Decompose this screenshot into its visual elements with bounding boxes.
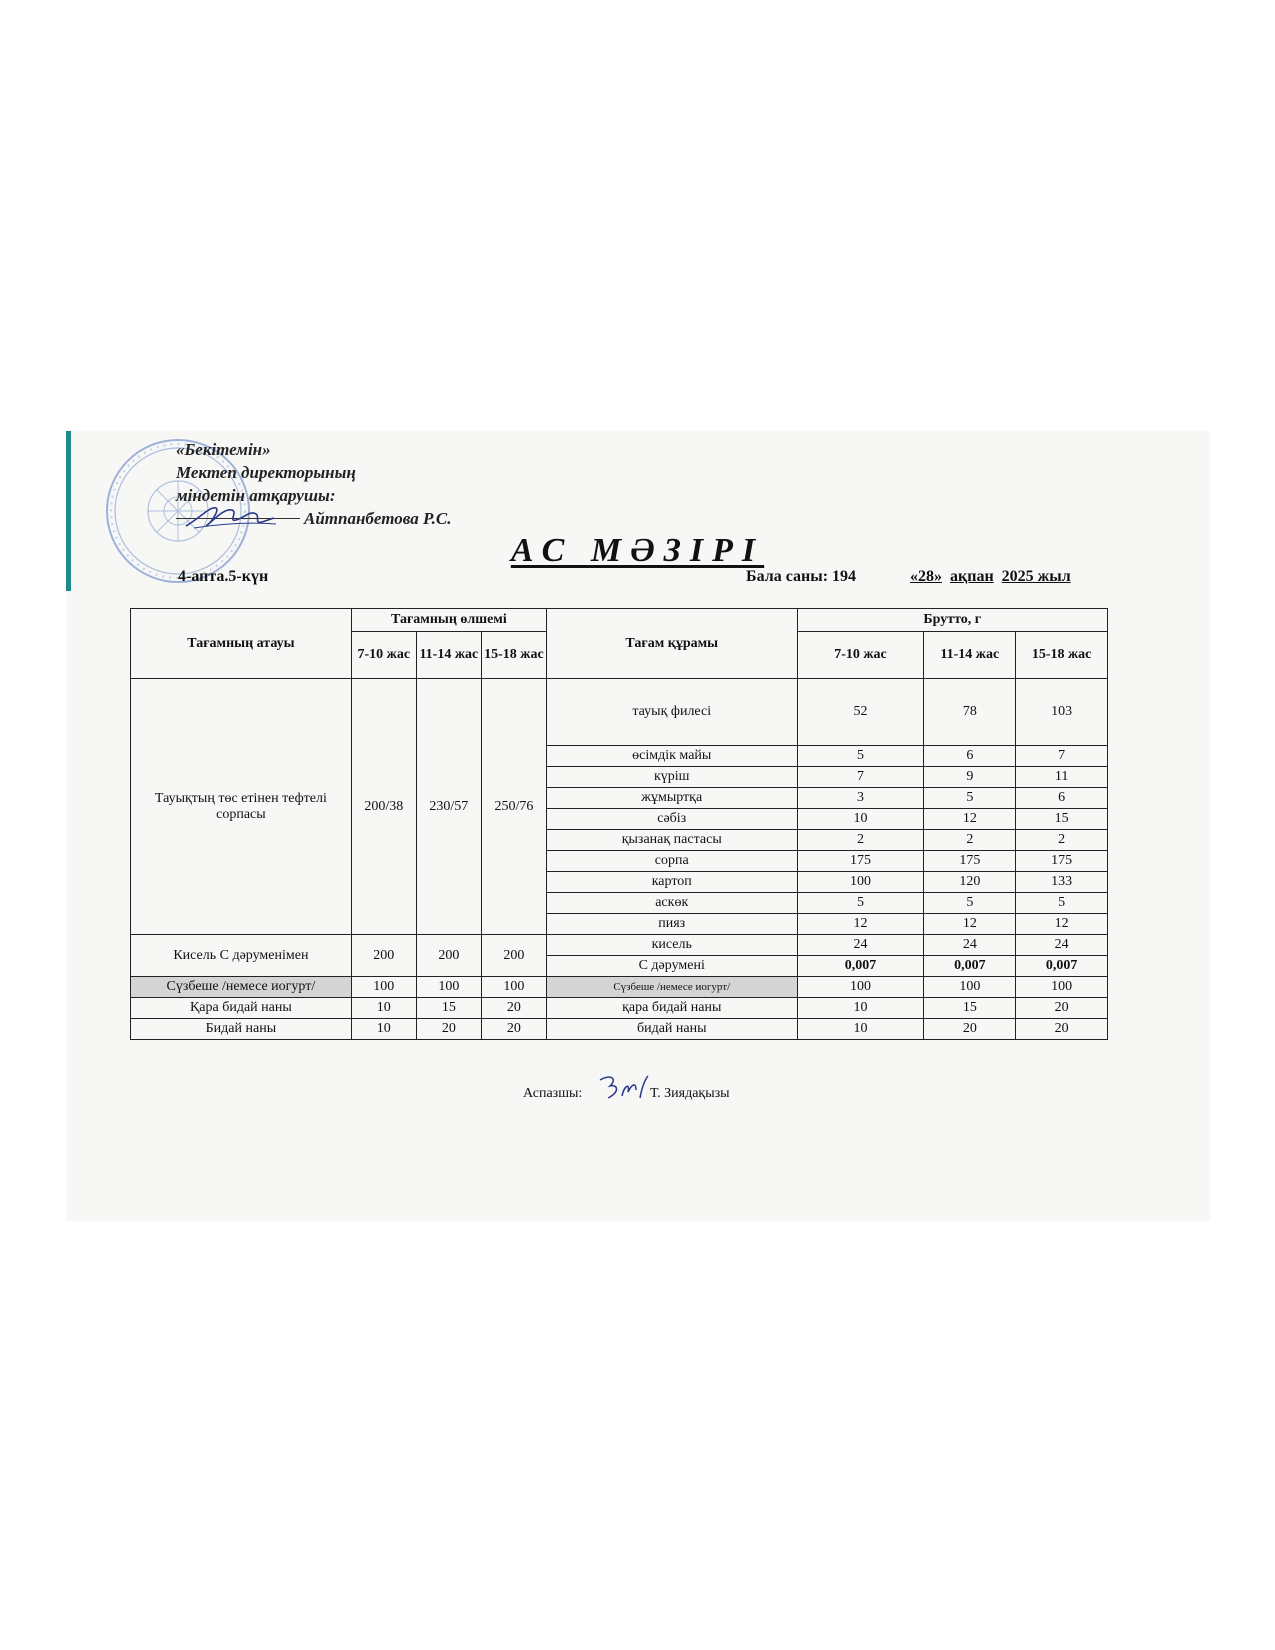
portion-size: 230/57 bbox=[416, 679, 481, 935]
document-date bbox=[910, 568, 1071, 586]
brutto-value: 2 bbox=[797, 830, 924, 851]
ingredient-name: тауық филесі bbox=[546, 679, 797, 746]
brutto-value: 103 bbox=[1016, 679, 1108, 746]
brutto-value: 20 bbox=[1016, 998, 1108, 1019]
brutto-value: 2 bbox=[924, 830, 1016, 851]
header-portion-age: 7-10 жас bbox=[351, 632, 416, 679]
brutto-value: 11 bbox=[1016, 767, 1108, 788]
ingredient-name: өсімдік майы bbox=[546, 746, 797, 767]
approval-line-1: «Бекітемін» bbox=[176, 440, 271, 459]
date-month: ақпан bbox=[950, 568, 994, 585]
header-brutto-age: 7-10 жас bbox=[797, 632, 924, 679]
ingredient-name: жұмыртқа bbox=[546, 788, 797, 809]
brutto-value: 0,007 bbox=[1016, 956, 1108, 977]
header-portion-age: 11-14 жас bbox=[416, 632, 481, 679]
brutto-value: 12 bbox=[797, 914, 924, 935]
document-title-wrap bbox=[0, 532, 1275, 570]
portion-size: 20 bbox=[481, 1019, 546, 1040]
approval-line-2: Мектеп директорының bbox=[176, 463, 356, 482]
week-day: 4-апта.5-күн bbox=[178, 568, 269, 585]
ingredient-name: С дәрумені bbox=[546, 956, 797, 977]
table-row bbox=[131, 998, 1108, 1019]
cook-name: Т. Зиядақызы bbox=[650, 1086, 730, 1101]
cook-label: Аспазшы: bbox=[523, 1086, 583, 1101]
ingredient-name: пияз bbox=[546, 914, 797, 935]
brutto-value: 5 bbox=[924, 788, 1016, 809]
brutto-value: 52 bbox=[797, 679, 924, 746]
dish-name: Сүзбеше /немесе иогурт/ bbox=[131, 977, 352, 998]
header-brutto: Брутто, г bbox=[797, 609, 1107, 632]
dish-name: Қара бидай наны bbox=[131, 998, 352, 1019]
portion-size: 20 bbox=[416, 1019, 481, 1040]
brutto-value: 78 bbox=[924, 679, 1016, 746]
brutto-value: 0,007 bbox=[924, 956, 1016, 977]
ingredient-name: бидай наны bbox=[546, 1019, 797, 1040]
ingredient-name: сәбіз bbox=[546, 809, 797, 830]
table-row bbox=[131, 1019, 1108, 1040]
brutto-value: 15 bbox=[924, 998, 1016, 1019]
portion-size: 200 bbox=[416, 935, 481, 977]
portion-size: 15 bbox=[416, 998, 481, 1019]
document-title: АС МӘЗІРІ bbox=[510, 532, 765, 569]
brutto-value: 5 bbox=[924, 893, 1016, 914]
brutto-value: 2 bbox=[1016, 830, 1108, 851]
brutto-value: 0,007 bbox=[797, 956, 924, 977]
ingredient-name: картоп bbox=[546, 872, 797, 893]
brutto-value: 7 bbox=[797, 767, 924, 788]
approver-name: Айтпанбетова Р.С. bbox=[304, 509, 452, 528]
brutto-value: 100 bbox=[797, 977, 924, 998]
brutto-value: 5 bbox=[797, 893, 924, 914]
brutto-value: 133 bbox=[1016, 872, 1108, 893]
brutto-value: 5 bbox=[1016, 893, 1108, 914]
ingredient-name: аскөк bbox=[546, 893, 797, 914]
brutto-value: 5 bbox=[797, 746, 924, 767]
portion-size: 100 bbox=[481, 977, 546, 998]
children-count: Бала саны: 194 bbox=[746, 568, 857, 585]
portion-size: 100 bbox=[351, 977, 416, 998]
brutto-value: 6 bbox=[924, 746, 1016, 767]
portion-size: 100 bbox=[416, 977, 481, 998]
ingredient-name: кисель bbox=[546, 935, 797, 956]
portion-size: 200 bbox=[481, 935, 546, 977]
brutto-value: 10 bbox=[797, 998, 924, 1019]
ingredient-name: күріш bbox=[546, 767, 797, 788]
brutto-value: 175 bbox=[797, 851, 924, 872]
dish-name: Тауықтың төс етінен тефтелі сорпасы bbox=[131, 679, 352, 935]
brutto-value: 12 bbox=[924, 809, 1016, 830]
ingredient-name: Сүзбеше /немесе иогурт/ bbox=[546, 977, 797, 998]
brutto-value: 9 bbox=[924, 767, 1016, 788]
ingredient-name: қызанақ пастасы bbox=[546, 830, 797, 851]
brutto-value: 3 bbox=[797, 788, 924, 809]
dish-name: Бидай наны bbox=[131, 1019, 352, 1040]
header-portion-age: 15-18 жас bbox=[481, 632, 546, 679]
table-row bbox=[131, 935, 1108, 956]
cook-signature-icon bbox=[596, 1072, 656, 1104]
brutto-value: 100 bbox=[797, 872, 924, 893]
brutto-value: 10 bbox=[797, 809, 924, 830]
brutto-value: 120 bbox=[924, 872, 1016, 893]
brutto-value: 7 bbox=[1016, 746, 1108, 767]
brutto-value: 24 bbox=[1016, 935, 1108, 956]
brutto-value: 6 bbox=[1016, 788, 1108, 809]
brutto-value: 12 bbox=[924, 914, 1016, 935]
menu-table bbox=[130, 608, 1108, 1040]
date-year: 2025 жыл bbox=[1001, 568, 1071, 585]
portion-size: 20 bbox=[481, 998, 546, 1019]
header-brutto-age: 11-14 жас bbox=[924, 632, 1016, 679]
brutto-value: 15 bbox=[1016, 809, 1108, 830]
header-brutto-age: 15-18 жас bbox=[1016, 632, 1108, 679]
portion-size: 200/38 bbox=[351, 679, 416, 935]
brutto-value: 10 bbox=[797, 1019, 924, 1040]
table-header-row bbox=[131, 609, 1108, 632]
brutto-value: 100 bbox=[924, 977, 1016, 998]
table-row bbox=[131, 977, 1108, 998]
brutto-value: 12 bbox=[1016, 914, 1108, 935]
header-composition: Тағам құрамы bbox=[546, 609, 797, 679]
ingredient-name: сорпа bbox=[546, 851, 797, 872]
date-day: «28» bbox=[910, 568, 942, 585]
brutto-value: 175 bbox=[1016, 851, 1108, 872]
brutto-value: 100 bbox=[1016, 977, 1108, 998]
director-signature-icon bbox=[180, 498, 280, 534]
approval-line-3: міндетін атқарушы: bbox=[176, 486, 336, 505]
brutto-value: 24 bbox=[797, 935, 924, 956]
portion-size: 200 bbox=[351, 935, 416, 977]
brutto-value: 175 bbox=[924, 851, 1016, 872]
header-dish-name: Тағамның атауы bbox=[131, 609, 352, 679]
table-row bbox=[131, 679, 1108, 746]
ingredient-name: қара бидай наны bbox=[546, 998, 797, 1019]
dish-name: Кисель С дәруменімен bbox=[131, 935, 352, 977]
portion-size: 250/76 bbox=[481, 679, 546, 935]
portion-size: 10 bbox=[351, 998, 416, 1019]
header-portion: Тағамның өлшемі bbox=[351, 609, 546, 632]
brutto-value: 24 bbox=[924, 935, 1016, 956]
brutto-value: 20 bbox=[1016, 1019, 1108, 1040]
brutto-value: 20 bbox=[924, 1019, 1016, 1040]
portion-size: 10 bbox=[351, 1019, 416, 1040]
